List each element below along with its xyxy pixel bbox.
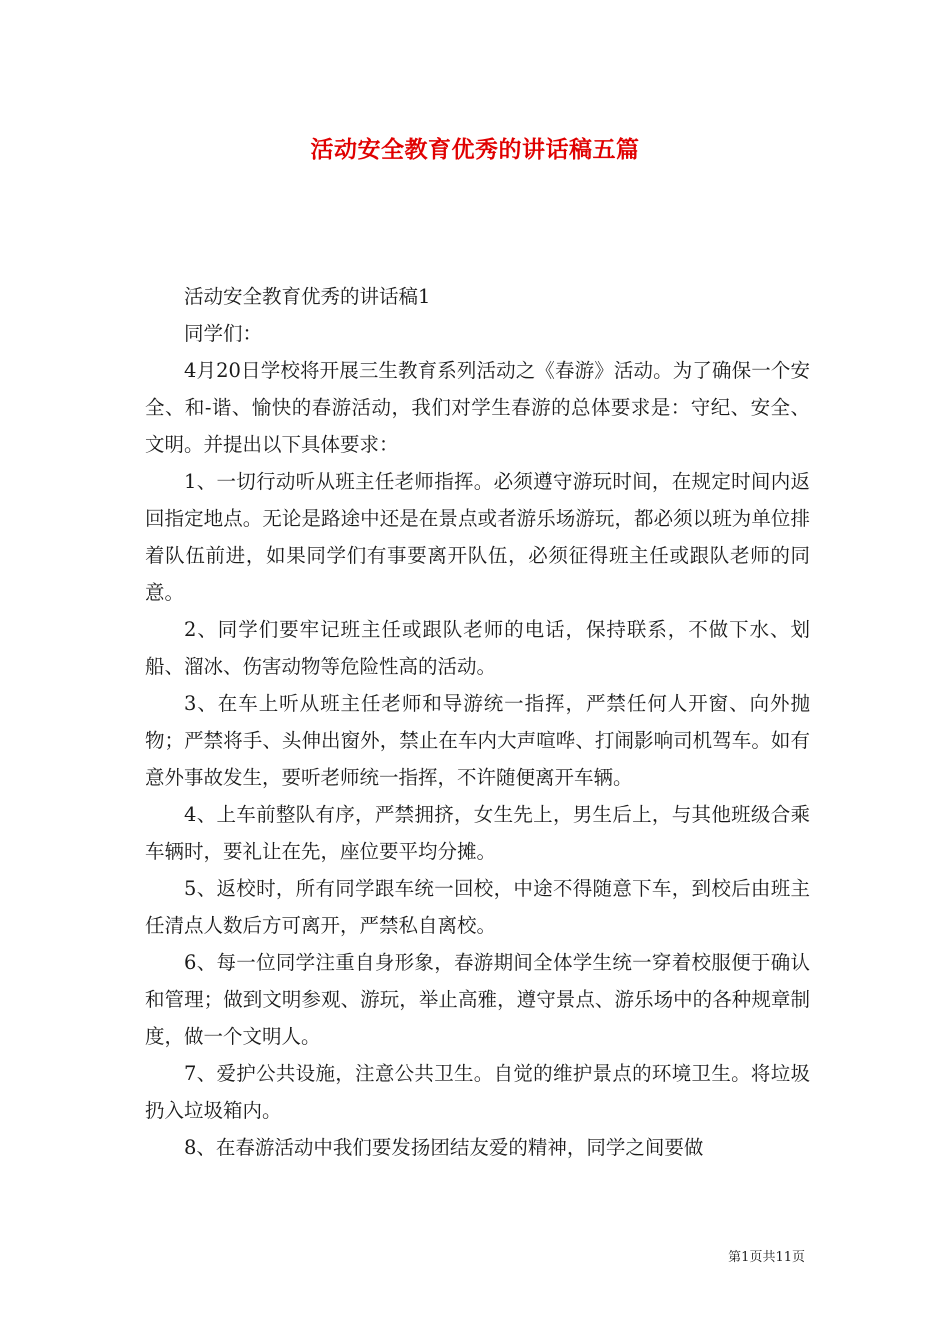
paragraph-intro: 4月20日学校将开展三生教育系列活动之《春游》活动。为了确保一个安全、和-谐、愉快的春游活动，我们对学生春游的总体要求是：守纪、安全、文明。并提出以下具体要求：: [145, 359, 810, 456]
document-body: [145, 278, 810, 1166]
paragraph-rule-6: 6、每一位同学注重自身形象，春游期间全体学生统一穿着校服便于确认和管理；做到文明参观、游玩，举止高雅，遵守景点、游乐场中的各种规章制度，做一个文明人。: [145, 951, 810, 1048]
page-number-footer: 第1页共11页: [728, 1250, 805, 1265]
paragraph-rule-4: 4、上车前整队有序，严禁拥挤，女生先上，男生后上，与其他班级合乘车辆时，要礼让在先，座位要平均分摊。: [145, 803, 810, 863]
paragraph-rule-3: 3、在车上听从班主任老师和导游统一指挥，严禁任何人开窗、向外抛物；严禁将手、头伸出窗外，禁止在车内大声喧哗、打闹影响司机驾车。如有意外事故发生，要听老师统一指挥，不许随便离开车辆。: [145, 692, 810, 789]
paragraph-heading-1: 活动安全教育优秀的讲话稿1: [184, 285, 431, 308]
paragraph-rule-2: 2、同学们要牢记班主任或跟队老师的电话，保持联系，不做下水、划船、溜冰、伤害动物等危险性高的活动。: [145, 618, 810, 678]
paragraph-rule-5: 5、返校时，所有同学跟车统一回校，中途不得随意下车，到校后由班主任清点人数后方可离开，严禁私自离校。: [145, 877, 810, 937]
document-title: 活动安全教育优秀的讲话稿五篇: [310, 136, 640, 163]
paragraph-rule-1: 1、一切行动听从班主任老师指挥。必须遵守游玩时间，在规定时间内返回指定地点。无论是路途中还是在景点或者游乐场游玩，都必须以班为单位排着队伍前进，如果同学们有事要离开队伍，必须征得班主任或跟队老师的同意。: [145, 470, 810, 604]
paragraph-rule-7: 7、爱护公共设施，注意公共卫生。自觉的维护景点的环境卫生。将垃圾扔入垃圾箱内。: [145, 1062, 810, 1122]
paragraph-salutation: 同学们：: [184, 322, 263, 345]
paragraph-rule-8: 8、在春游活动中我们要发扬团结友爱的精神，同学之间要做: [184, 1136, 704, 1159]
